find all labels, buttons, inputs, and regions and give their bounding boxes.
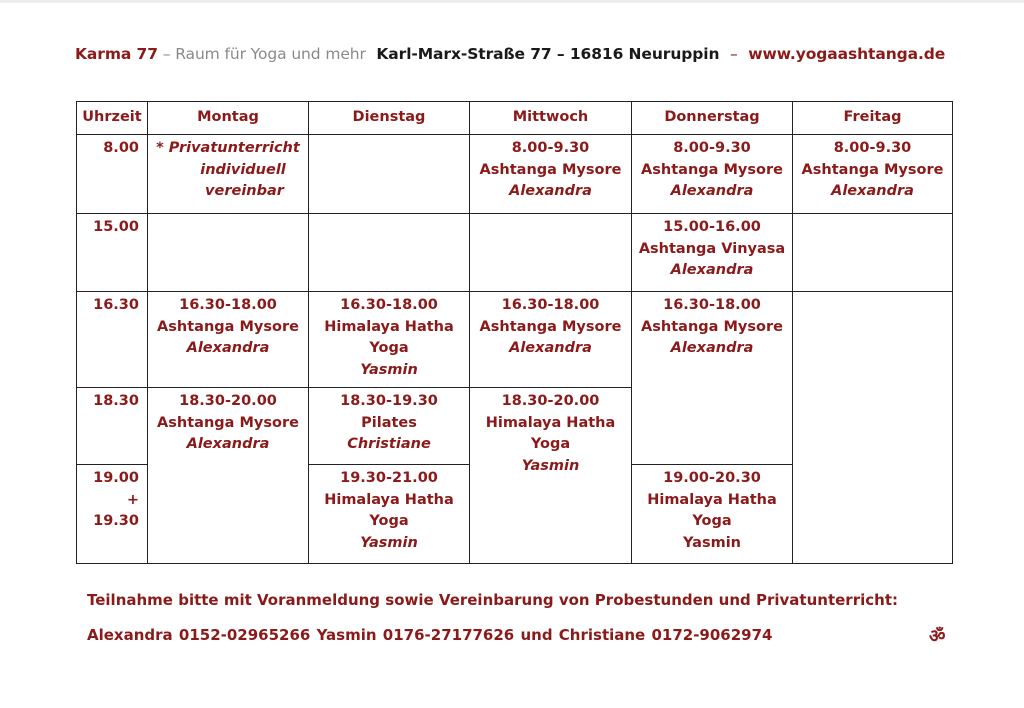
class-time: 19.00-20.30 — [663, 470, 761, 486]
class-teacher: Alexandra — [670, 340, 754, 356]
class-name: Himalaya Hatha — [324, 318, 454, 335]
empty-slot — [309, 135, 470, 214]
class-time: 15.00-16.00 — [663, 219, 761, 235]
class-name: Ashtanga Mysore — [801, 161, 944, 178]
class-time: 16.30-18.00 — [663, 297, 761, 313]
empty-slot — [148, 214, 309, 292]
website-link[interactable]: www.yogaashtanga.de — [748, 45, 946, 63]
class-teacher: Yasmin — [683, 534, 741, 551]
empty-slot — [470, 214, 632, 292]
class-time: 8.00-9.30 — [511, 140, 590, 156]
time-cell: 16.30 — [77, 292, 148, 388]
private-lesson-note: * Privatunterricht — [156, 140, 300, 156]
private-lesson-note: individuell — [200, 161, 286, 178]
class-teacher: Alexandra — [186, 340, 270, 356]
class-slot — [309, 465, 470, 564]
class-teacher: Yasmin — [360, 534, 418, 551]
class-name: Ashtanga Mysore — [479, 318, 622, 335]
class-teacher: Alexandra — [186, 436, 270, 452]
empty-slot — [309, 214, 470, 292]
class-teacher: Alexandra — [509, 340, 592, 356]
class-slot — [309, 388, 470, 465]
class-teacher: Alexandra — [509, 183, 592, 199]
class-time: 8.00-9.30 — [833, 140, 912, 156]
col-header-thursday: Donnerstag — [632, 102, 793, 135]
class-slot — [148, 135, 309, 214]
class-name: Yoga — [530, 436, 571, 452]
class-time: 16.30-18.00 — [501, 297, 600, 313]
col-header-friday: Freitag — [793, 102, 953, 135]
class-slot — [632, 465, 793, 564]
class-teacher: Christiane — [347, 436, 431, 452]
registration-note: Teilnahme bitte mit Voranmeldung sowie Vereinbarung von Probestunden und Privatunterricht: — [87, 591, 898, 609]
om-icon: ॐ — [929, 626, 946, 647]
private-lesson-note: vereinbar — [205, 183, 284, 199]
time-cell — [77, 465, 148, 564]
table-row — [77, 135, 953, 214]
schedule-table — [76, 101, 953, 564]
class-slot — [470, 388, 632, 564]
class-time: 18.30-19.30 — [340, 393, 438, 409]
class-time: 18.30-20.00 — [501, 393, 600, 409]
class-slot — [632, 292, 793, 465]
class-slot — [148, 388, 309, 564]
class-teacher: Alexandra — [831, 183, 914, 199]
time-label: + 19.30 — [93, 491, 139, 529]
studio-address: Karl-Marx-Straße 77 – 16816 Neuruppin — [376, 45, 720, 63]
col-header-wednesday: Mittwoch — [470, 102, 632, 135]
time-cell: 15.00 — [77, 214, 148, 292]
class-name: Yoga — [692, 513, 732, 529]
class-name: Himalaya Hatha — [485, 414, 616, 431]
time-cell: 8.00 — [77, 135, 148, 214]
header-separator: – — [730, 45, 738, 63]
class-time: 19.30-21.00 — [340, 470, 438, 486]
class-teacher: Yasmin — [360, 361, 418, 378]
header-row — [77, 102, 953, 135]
class-name: Pilates — [361, 414, 417, 431]
class-slot — [470, 135, 632, 214]
class-name: Ashtanga Mysore — [641, 161, 783, 178]
class-teacher: Alexandra — [670, 262, 754, 278]
class-time: 16.30-18.00 — [340, 297, 438, 313]
time-label: 19.00 — [93, 470, 139, 486]
class-teacher: Alexandra — [670, 183, 754, 199]
class-time: 8.00-9.30 — [673, 140, 751, 156]
class-name: Himalaya Hatha — [647, 491, 777, 508]
page-header — [75, 45, 965, 63]
class-slot — [309, 292, 470, 388]
class-name: Ashtanga Mysore — [641, 318, 783, 335]
contact-numbers: Alexandra 0152-02965266 Yasmin 0176-27177626 und Christiane 0172-9062974 — [87, 626, 773, 644]
time-cell: 18.30 — [77, 388, 148, 465]
class-time: 18.30-20.00 — [179, 393, 277, 409]
class-name: Ashtanga Mysore — [479, 161, 622, 178]
class-slot — [470, 292, 632, 388]
studio-name: Karma 77 — [75, 45, 158, 63]
class-slot — [793, 135, 953, 214]
table-row — [77, 292, 953, 388]
class-name: Yoga — [369, 513, 409, 529]
class-teacher: Yasmin — [521, 457, 580, 474]
empty-slot — [793, 292, 953, 564]
col-header-tuesday: Dienstag — [309, 102, 470, 135]
studio-tagline: – Raum für Yoga und mehr — [157, 45, 366, 63]
class-name: Himalaya Hatha — [324, 491, 454, 508]
class-time: 16.30-18.00 — [179, 297, 277, 313]
class-slot — [148, 292, 309, 388]
class-name: Ashtanga Mysore — [157, 414, 299, 431]
class-name: Ashtanga Mysore — [157, 318, 299, 335]
class-slot — [632, 135, 793, 214]
col-header-time: Uhrzeit — [77, 102, 148, 135]
class-name: Ashtanga Vinyasa — [638, 240, 786, 257]
table-row — [77, 214, 953, 292]
col-header-monday: Montag — [148, 102, 309, 135]
top-divider — [0, 0, 1024, 3]
class-name: Yoga — [369, 340, 409, 356]
empty-slot — [793, 214, 953, 292]
class-slot — [632, 214, 793, 292]
